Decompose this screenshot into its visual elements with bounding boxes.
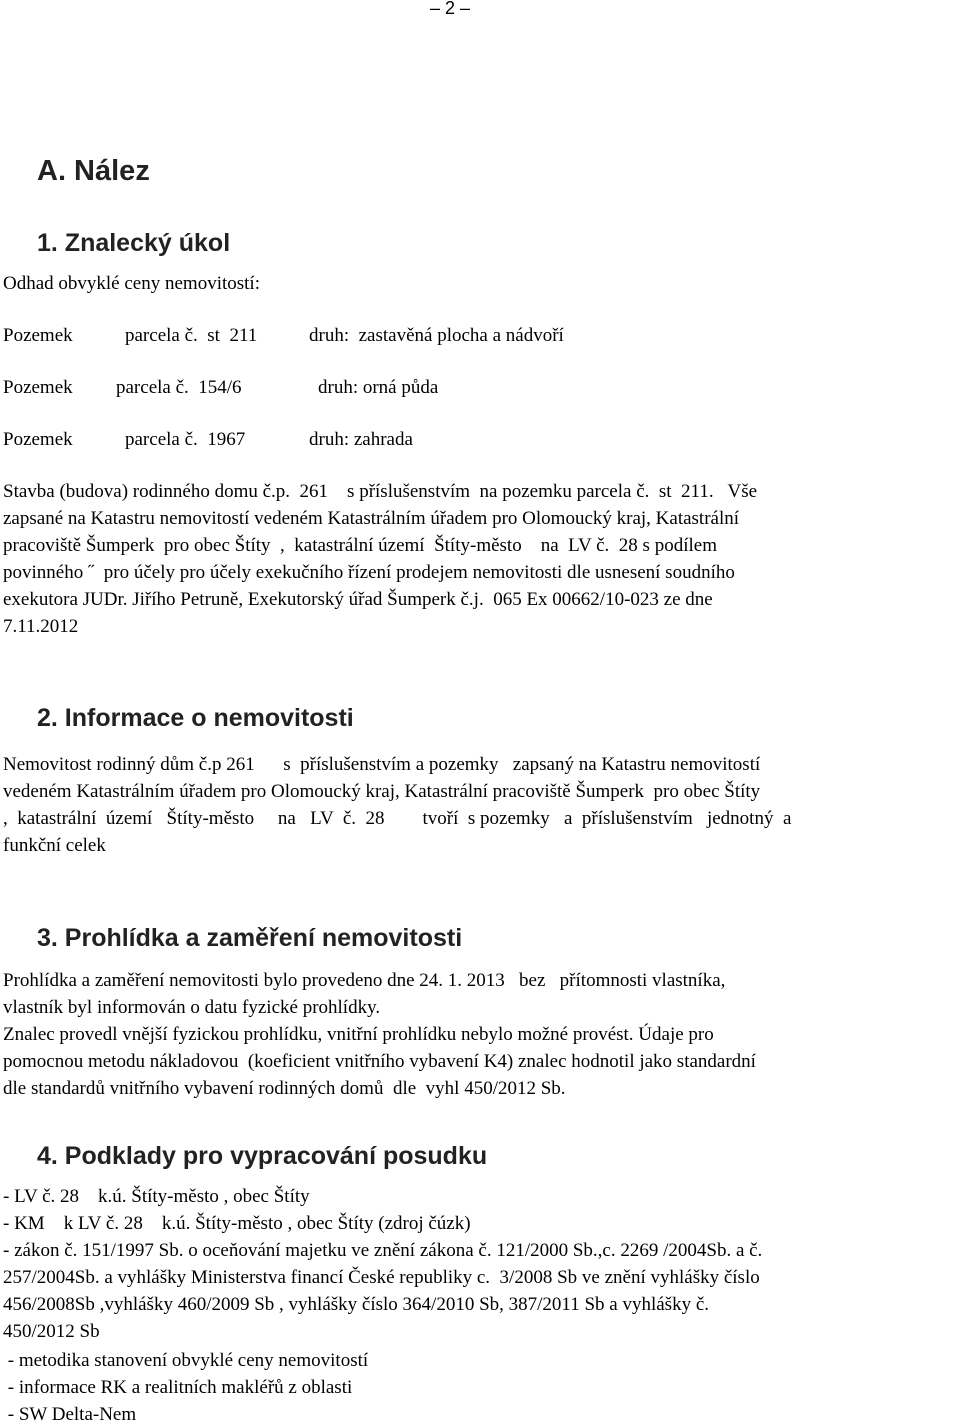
list-item: 450/2012 Sb — [3, 1321, 100, 1342]
paragraph-line: Prohlídka a zaměření nemovitosti bylo provedeno dne 24. 1. 2013 bez přítomnosti vlastníka, — [3, 970, 726, 991]
parcel-number: parcela č. 154/6 — [116, 377, 242, 398]
list-item: 257/2004Sb. a vyhlášky Ministerstva financí České republiky c. 3/2008 Sb ve znění vyhlášky číslo — [3, 1267, 760, 1288]
section-2-heading: 2. Informace o nemovitosti — [37, 704, 354, 732]
list-item: - zákon č. 151/1997 Sb. o oceňování majetku ve znění zákona č. 121/2000 Sb.,c. 2269 /2004Sb. a č. — [3, 1240, 763, 1261]
paragraph-line: vedeném Katastrálním úřadem pro Olomoucký kraj, Katastrální pracoviště Šumperk pro obec Štíty — [3, 781, 761, 802]
parcel-number: parcela č. st 211 — [125, 325, 258, 346]
parcel-kind: druh: orná půda — [318, 377, 439, 398]
paragraph-line: pracoviště Šumperk pro obec Štíty , katastrální území Štíty-město na LV č. 28 s podílem — [3, 535, 717, 556]
paragraph-line: Stavba (budova) rodinného domu č.p. 261 s příslušenstvím na pozemku parcela č. st 211. Vše — [3, 481, 758, 502]
paragraph-line: funkční celek — [3, 835, 106, 856]
paragraph-line: Nemovitost rodinný dům č.p 261 s příslušenstvím a pozemky zapsaný na Katastru nemovitostí — [3, 754, 761, 775]
list-item: - LV č. 28 k.ú. Štíty-město , obec Štíty — [3, 1186, 310, 1207]
paragraph-line: zapsané na Katastru nemovitostí vedeném Katastrálním úřadem pro Olomoucký kraj, Katastrální — [3, 508, 740, 529]
parcel-number: parcela č. 1967 — [125, 429, 246, 450]
paragraph-line: exekutora JUDr. Jiřího Petruně, Exekutorský úřad Šumperk č.j. 065 Ex 00662/10-023 ze dne — [3, 589, 713, 610]
paragraph-line: , katastrální území Štíty-město na LV č. 28 tvoří s pozemky a příslušenstvím jednotný a — [3, 808, 792, 829]
section-4-heading: 4. Podklady pro vypracování posudku — [37, 1142, 488, 1170]
parcel-type: Pozemek — [3, 325, 73, 346]
paragraph-line: pomocnou metodu nákladovou (koeficient vnitřního vybavení K4) znalec hodnotil jako standardní — [3, 1051, 756, 1072]
parcel-type: Pozemek — [3, 377, 73, 398]
section-3-heading: 3. Prohlídka a zaměření nemovitosti — [37, 924, 463, 952]
paragraph-line: povinného ˝ pro účely pro účely exekučního řízení prodejem nemovitosti dle usnesení soudního — [3, 562, 735, 583]
section-a-heading: A. Nález — [37, 155, 150, 187]
list-item: - informace RK a realitních makléřů z oblasti — [3, 1377, 353, 1398]
parcel-type: Pozemek — [3, 429, 73, 450]
parcel-kind: druh: zastavěná plocha a nádvoří — [309, 325, 564, 346]
page-number: – 2 – — [430, 0, 471, 18]
paragraph-line: 7.11.2012 — [3, 616, 79, 637]
parcel-kind: druh: zahrada — [309, 429, 413, 450]
task-intro: Odhad obvyklé ceny nemovitostí: — [3, 273, 260, 294]
list-item: 456/2008Sb ,vyhlášky 460/2009 Sb , vyhlášky číslo 364/2010 Sb, 387/2011 Sb a vyhlášky č. — [3, 1294, 709, 1315]
list-item: - metodika stanovení obvyklé ceny nemovitostí — [3, 1350, 369, 1371]
section-1-heading: 1. Znalecký úkol — [37, 229, 231, 257]
list-item: - SW Delta-Nem — [3, 1404, 137, 1425]
list-item: - KM k LV č. 28 k.ú. Štíty-město , obec Štíty (zdroj čúzk) — [3, 1213, 471, 1234]
paragraph-line: Znalec provedl vnější fyzickou prohlídku, vnitřní prohlídku nebylo možné provést. Údaje pro — [3, 1024, 714, 1045]
paragraph-line: dle standardů vnitřního vybavení rodinných domů dle vyhl 450/2012 Sb. — [3, 1078, 566, 1099]
paragraph-line: vlastník byl informován o datu fyzické prohlídky. — [3, 997, 381, 1018]
